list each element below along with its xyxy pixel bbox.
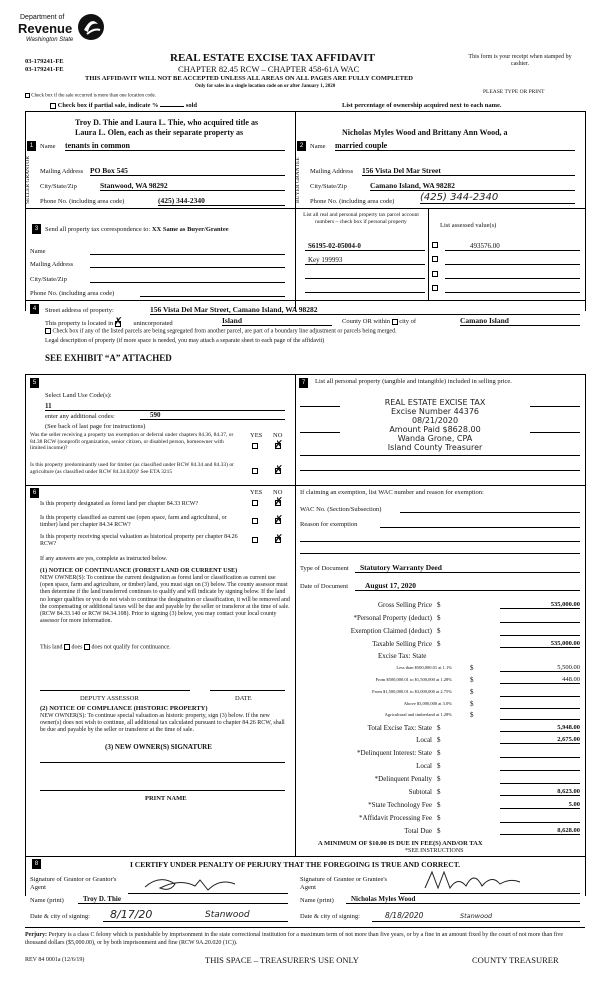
- excise-state-label: Excise Tax: State: [378, 652, 427, 660]
- this-land-label: This land: [40, 644, 63, 651]
- unincorporated-label: unincorporated: [133, 320, 173, 327]
- form-warning: THIS AFFIDAVIT WILL NOT BE ACCEPTED UNLESS ALL AREAS ON ALL PAGES ARE FULLY COMPLETED: [85, 75, 413, 82]
- current-use-yes-checkbox[interactable]: [252, 518, 258, 524]
- seller-mailing-label: Mailing Address: [40, 168, 84, 175]
- perjury-notice: [25, 931, 585, 947]
- tier5-value[interactable]: [500, 711, 580, 720]
- partial-sale-sold: sold: [185, 102, 198, 109]
- buyer-name-line2: married couple: [335, 141, 575, 151]
- seller-phone-label: Phone No. (including area code): [40, 198, 125, 205]
- current-use-question: Is this property classified as current use (open space, farm and agricultural, or timber) land per chapter 84.34 RCW?: [40, 515, 227, 528]
- total-state-dollar: $: [437, 724, 441, 732]
- additional-codes: 590: [140, 411, 285, 420]
- does-checkbox[interactable]: [64, 644, 70, 650]
- exhibit-a: SEE EXHIBIT “A” ATTACHED: [45, 353, 172, 363]
- affidavit-id-1: 03-179241-FE: [25, 58, 64, 65]
- delinq-state-value[interactable]: [500, 749, 580, 758]
- city-of-checkbox[interactable]: [392, 319, 398, 325]
- land-use-label: Select Land Use Code(s):: [45, 392, 112, 399]
- parcel-4-personal-checkbox[interactable]: [432, 285, 438, 291]
- timber-yes-checkbox[interactable]: [252, 468, 258, 474]
- seller-city-label: City/State/Zip: [40, 183, 77, 190]
- seller-name-line3: tenants in common: [65, 141, 285, 151]
- tier4-value[interactable]: [500, 700, 580, 709]
- tier4-dollar: $: [470, 700, 474, 708]
- form-subtitle: CHAPTER 82.45 RCW – CHAPTER 458-61A WAC: [178, 64, 360, 74]
- sec6-yes-header: YES: [250, 489, 263, 496]
- current-use-no-check-icon: ✗: [274, 513, 284, 526]
- tier5-label: Agricultural and timberland at 1.28%: [384, 712, 452, 717]
- county-treasurer: COUNTY TREASURER: [472, 955, 559, 965]
- doc-type-label: Type of Document: [300, 565, 349, 572]
- agency-name: Revenue: [18, 21, 73, 36]
- receipt-note: This form is your receipt when stamped by cashier.: [468, 54, 572, 67]
- affidavit-fee-value[interactable]: [500, 814, 580, 823]
- buyer-name-line1: Nicholas Myles Wood and Brittany Ann Wood, a: [342, 128, 508, 137]
- stamp-office: Island County Treasurer: [387, 443, 483, 452]
- tier5-dollar: $: [470, 711, 474, 719]
- taxable-value: 535,000.00: [500, 640, 580, 648]
- grantor-name-label: Name (print): [30, 897, 64, 904]
- agency-state: Washington State: [26, 37, 74, 43]
- minimum-note: A MINIMUM OF $10.00 IS DUE IN FEE(S) AND/OR TAX: [318, 840, 483, 847]
- if-yes-note: If any answers are yes, complete as instructed below.: [40, 556, 168, 562]
- doc-date: August 17, 2020: [355, 581, 580, 591]
- grantee-city: Stanwood: [460, 912, 493, 920]
- multi-location-checkbox[interactable]: [25, 93, 30, 98]
- treasurer-use-only: THIS SPACE – TREASURER'S USE ONLY: [205, 955, 359, 965]
- affidavit-fee-dollar: $: [437, 814, 441, 822]
- corr-name-input[interactable]: [90, 254, 285, 255]
- local-label: Local: [416, 736, 432, 744]
- grantor-signature-label: Signature of Grantor or Grantor's Agent: [30, 876, 117, 891]
- deputy-assessor-signature[interactable]: [40, 690, 190, 691]
- personal-deduct-dollar: $: [437, 614, 441, 622]
- timber-no-check-icon: ✗: [274, 463, 284, 476]
- tier1-label: Less than $500,000.01 at 1.1%: [396, 665, 452, 670]
- affidavit-fee-label: *Affidavit Processing Fee: [359, 814, 432, 822]
- parcel-1-personal-checkbox[interactable]: [432, 242, 438, 248]
- personal-deduct-label: *Personal Property (deduct): [353, 614, 432, 622]
- unincorporated-check-icon: ✗: [113, 315, 123, 328]
- grantee-date: 8/18/2020: [385, 911, 424, 920]
- partial-sale-label: Check box if partial sale, indicate %: [57, 102, 159, 109]
- forest-question: Is this property designated as forest land per chapter 84.33 RCW?: [40, 501, 199, 507]
- legal-description-label: Legal description of property (if more space is needed, you may attach a separate sheet to each page of the affidavit): [45, 338, 325, 344]
- city-value: Camano Island: [460, 316, 580, 326]
- land-use-code: 11: [45, 402, 285, 411]
- corr-phone-input[interactable]: [140, 296, 285, 297]
- certify-statement: I CERTIFY UNDER PENALTY OF PERJURY THAT THE FOREGOING IS TRUE AND CORRECT.: [130, 860, 461, 869]
- grantee-signature-label: Signature of Grantee or Grantee's Agent: [300, 876, 388, 891]
- grantor-name: Troy D. Thie: [78, 895, 288, 904]
- multi-location-label: Check box if the sale occurred is more than one location code.: [31, 93, 156, 99]
- partial-sale-percent[interactable]: [160, 106, 184, 107]
- corr-phone-label: Phone No. (including area code): [30, 290, 115, 297]
- segregated-label: Check box if any of the listed parcels are being segregated from another parcel, are part of a boundary line adjustment or parcels being merged.: [52, 328, 397, 335]
- grantor-city: Stanwood: [205, 910, 250, 920]
- buyer-side-label: BUYER GRANTEE: [295, 157, 301, 203]
- type-print-note: PLEASE TYPE OR PRINT: [483, 89, 545, 95]
- notice-compliance-title: (2) NOTICE OF COMPLIANCE (HISTORIC PROPERTY): [40, 705, 208, 712]
- send-correspondence-label: Send all property tax correspondence to:: [45, 226, 151, 233]
- county-or-label: County OR within: [342, 318, 391, 325]
- grantor-date: 8/17/20: [110, 908, 153, 921]
- total-due-label: Total Due: [404, 827, 432, 835]
- only-for-note: Only for sales in a single location code on or after January 1, 2020: [195, 84, 336, 89]
- taxable-dollar: $: [437, 640, 441, 648]
- buyer-mailing: 156 Vista Del Mar Street: [362, 166, 575, 176]
- county-value: Island: [222, 316, 332, 326]
- corr-city-label: City/State/Zip: [30, 276, 67, 283]
- local-dollar: $: [437, 736, 441, 744]
- delinq-state-dollar: $: [437, 749, 441, 757]
- assessed-1: 493576.00: [470, 242, 500, 250]
- subtotal-value: 8,623.00: [500, 788, 580, 796]
- total-due-value: 8,628.00: [500, 827, 580, 835]
- grantee-name-label: Name (print): [300, 897, 334, 904]
- delinq-local-label: Local: [416, 762, 432, 770]
- sec5-no-header: NO: [273, 432, 283, 439]
- gross-dollar: $: [437, 601, 441, 609]
- seller-name-block: [75, 118, 258, 137]
- exemption-question: Was the seller receiving a property tax exemption or deferral under chapters 84.36, 84.37, or 84.38 RCW (nonprofit organization, senior citizen, or disabled person, homeowner with limited income)?: [30, 432, 234, 451]
- stamp-number: Excise Number 44376: [390, 407, 480, 416]
- new-owner-signature-label: (3) NEW OWNER(S) SIGNATURE: [105, 743, 212, 751]
- seller-city: Stanwood, WA 98292: [100, 181, 285, 191]
- stamp-date: 08/21/2020: [411, 416, 459, 425]
- parcel-2: Key 199993: [308, 256, 343, 264]
- penalty-dollar: $: [437, 775, 441, 783]
- deputy-assessor-date[interactable]: [210, 690, 285, 691]
- buyer-phone-label: Phone No. (including area code): [310, 198, 395, 205]
- corr-city-input[interactable]: [90, 282, 285, 283]
- buyer-phone: (425) 344-2340: [420, 192, 575, 204]
- delinq-state-label: *Delinquent Interest: State: [356, 749, 432, 757]
- assessed-header: List assessed value(s): [440, 222, 497, 229]
- new-owner-signature-line[interactable]: [40, 762, 285, 763]
- deputy-assessor-label: DEPUTY ASSESSOR: [80, 695, 139, 702]
- tier3-dollar: $: [470, 688, 474, 696]
- exemption-claim-label: If claiming an exemption, list WAC number and reason for exemption:: [300, 489, 484, 496]
- does-not-label: does not qualify for continuance.: [91, 644, 171, 651]
- exemption-no-check-icon: ✗: [274, 438, 284, 451]
- subtotal-dollar: $: [437, 788, 441, 796]
- affidavit-id-2: 03-179241-FE: [25, 66, 64, 73]
- tier1-dollar: $: [470, 664, 474, 672]
- sec6-no-header: NO: [273, 489, 283, 496]
- doc-date-label: Date of Document: [300, 583, 349, 590]
- buyer-city: Camano Island, WA 98282: [370, 181, 575, 191]
- grantee-date-city-label: Date & city of signing:: [300, 913, 360, 920]
- does-label: does: [71, 644, 83, 651]
- doc-type: Statutory Warranty Deed: [355, 563, 580, 573]
- penalty-value[interactable]: [500, 775, 580, 784]
- see-instructions: *SEE INSTRUCTIONS: [405, 848, 464, 854]
- tier2-value: 448.00: [500, 676, 580, 684]
- stamp-title: REAL ESTATE EXCISE TAX: [384, 398, 486, 407]
- city-of-label: city of: [399, 318, 417, 325]
- sec5-yes-header: YES: [250, 432, 263, 439]
- ownership-note: List percentage of ownership acquired next to each name.: [342, 102, 502, 109]
- buyer-city-label: City/State/Zip: [310, 183, 347, 190]
- parcel-1: S6195-02-05004-0: [308, 242, 361, 250]
- seller-name-line1: Troy D. Thie and Laura L. Thie, who acquired title as: [75, 118, 259, 127]
- historic-no-check-icon: ✗: [274, 532, 284, 545]
- located-in-label: This property is located in: [45, 320, 114, 327]
- personal-property-label: List all personal property (tangible and intangible) included in selling price.: [315, 378, 512, 385]
- seller-mailing: PO Box 545: [90, 166, 285, 176]
- form-number: REV 84 0001a (12/6/19): [25, 957, 85, 963]
- seller-side-label: SELLER GRANTOR: [25, 155, 31, 205]
- timber-question: Is this property predominantly used for timber (as classified under RCW 84.34 and 84.33) or agriculture (as classified under RCW 84.34.020)? See ETA 3215: [30, 462, 234, 475]
- tier1-value: 5,500.00: [500, 664, 580, 672]
- tier2-dollar: $: [470, 676, 474, 684]
- treasurer-stamp: [340, 398, 530, 452]
- agency-logo: [18, 12, 108, 54]
- grantee-name: Nicholas Myles Wood: [346, 895, 580, 904]
- parcel-header: List all real and personal property tax parcel account numbers – check box if personal property: [303, 212, 419, 225]
- forest-no-check-icon: ✗: [274, 495, 284, 508]
- partial-sale-checkbox[interactable]: [50, 103, 56, 109]
- tech-fee-value: 5.00: [500, 801, 580, 809]
- reason-input[interactable]: [380, 527, 580, 528]
- total-state-label: Total Excise Tax: State: [367, 724, 432, 732]
- multi-location-row: [25, 93, 156, 99]
- corr-mailing-input[interactable]: [90, 267, 285, 268]
- exemption-yes-checkbox[interactable]: [252, 443, 258, 449]
- buyer-mailing-label: Mailing Address: [310, 168, 354, 175]
- tier2-label: From $500,000.01 to $1,500,000 at 1.28%: [375, 677, 452, 682]
- corr-name-label: Name: [30, 248, 46, 255]
- exemption-deduct-label: Exemption Claimed (deduct): [350, 627, 432, 635]
- send-correspondence-value: XX Same as Buyer/Grantee: [151, 226, 229, 233]
- grantor-signature[interactable]: [140, 872, 250, 894]
- notice-compliance-body: NEW OWNER(S): To continue special valuation as historic property, sign (3) below. If the new owner(s) does not wish to continue, all additional tax calculated pursuant to chapter 84.26 RCW, shall be due and payable by the seller or transferor at the time of sale.: [40, 713, 285, 734]
- seller-name-label: Name: [40, 143, 56, 150]
- taxable-label: Taxable Selling Price: [372, 640, 432, 648]
- parcel-3-personal-checkbox[interactable]: [432, 271, 438, 277]
- swirl-logo-icon: [76, 12, 106, 42]
- total-state-value: 5,948.00: [500, 724, 580, 732]
- grantor-date-city-label: Date & city of signing:: [30, 913, 90, 920]
- notice-continuance-title: (1) NOTICE OF CONTINUANCE (FOREST LAND OR CURRENT USE): [40, 567, 238, 574]
- tier3-value[interactable]: [500, 688, 580, 697]
- delinq-local-value[interactable]: [500, 762, 580, 771]
- print-name-label: PRINT NAME: [145, 795, 187, 802]
- grantee-signature[interactable]: [420, 868, 530, 894]
- delinq-local-dollar: $: [437, 762, 441, 770]
- notice-continuance-body: NEW OWNER(S): To continue the current designation as forest land or classification as current use (open space, farm and agriculture, or timber) land, you must sign on (3) below. The county assessor must then determine if the land transferred continues to qualify and will indicate by signing below. If the land no longer qualifies or you do not wish to continue the designation or classification, it will be removed and the compensating or additional taxes will be due and payable by the seller or transferor at the time of sale. (RCW 84.33.140 or RCW 84.34.108). Prior to signing (3) below, you may contact your local county assessor for more information.: [40, 575, 290, 625]
- wac-label: WAC No. (Section/Subsection): [300, 506, 382, 513]
- additional-codes-label: enter any additional codes:: [45, 413, 115, 420]
- historic-question: Is this property receiving special valuation as historical property per chapter 84.26 RCW?: [40, 534, 238, 547]
- perjury-text: Perjury is a class C felony which is punishable by imprisonment in the state correctional institution for a maximum term of not more than five years, or by a fine in an amount fixed by the court of not more than five thousand dollars ($5,000.00), or by both imprisonment and fine (RCW 9A.20.020 (1C)).: [25, 932, 564, 946]
- partial-sale-row: [50, 102, 197, 109]
- forest-yes-checkbox[interactable]: [252, 500, 258, 506]
- form-title: REAL ESTATE EXCISE TAX AFFIDAVIT: [170, 52, 375, 64]
- exemption-deduct-value[interactable]: [500, 627, 580, 636]
- exemption-deduct-dollar: $: [437, 627, 441, 635]
- seller-phone: (425) 344-2340: [158, 196, 285, 206]
- tech-fee-label: *State Technology Fee: [368, 801, 432, 809]
- seller-name-line2: Laura L. Olen, each as their separate property as: [75, 127, 244, 137]
- new-owner-signature-line-2[interactable]: [40, 790, 285, 791]
- parcel-2-personal-checkbox[interactable]: [432, 256, 438, 262]
- agency-dept: Department of: [20, 14, 65, 21]
- date-label: DATE: [235, 695, 252, 702]
- stamp-name: Wanda Grone, CPA: [397, 434, 473, 443]
- see-back-label: (See back of last page for instructions): [45, 423, 146, 430]
- personal-deduct-value[interactable]: [500, 614, 580, 623]
- corr-mailing-label: Mailing Address: [30, 261, 74, 268]
- stamp-amount: Amount Paid $8628.00: [389, 425, 481, 434]
- perjury-label: Perjury:: [25, 932, 47, 938]
- gross-label: Gross Selling Price: [377, 601, 432, 609]
- tier4-label: Above $3,000,000 at 3.0%: [403, 701, 452, 706]
- gross-value: 535,000.00: [500, 601, 580, 609]
- buyer-name-label: Name: [310, 143, 326, 150]
- does-not-checkbox[interactable]: [84, 644, 90, 650]
- wac-input[interactable]: [400, 512, 580, 513]
- street-label: Street address of property:: [45, 307, 114, 314]
- tier3-label: From $1,500,000.01 to $3,000,000 at 2.75%: [372, 689, 452, 694]
- total-due-dollar: $: [437, 827, 441, 835]
- segregated-checkbox[interactable]: [45, 328, 51, 334]
- subtotal-label: Subtotal: [408, 788, 432, 796]
- tech-fee-dollar: $: [437, 801, 441, 809]
- street-address: 156 Vista Del Mar Street, Camano Island, WA 98282: [150, 305, 580, 315]
- penalty-label: *Delinquent Penalty: [374, 775, 432, 783]
- local-value: 2,675.00: [500, 736, 580, 744]
- reason-label: Reason for exemption: [300, 521, 358, 528]
- historic-yes-checkbox[interactable]: [252, 537, 258, 543]
